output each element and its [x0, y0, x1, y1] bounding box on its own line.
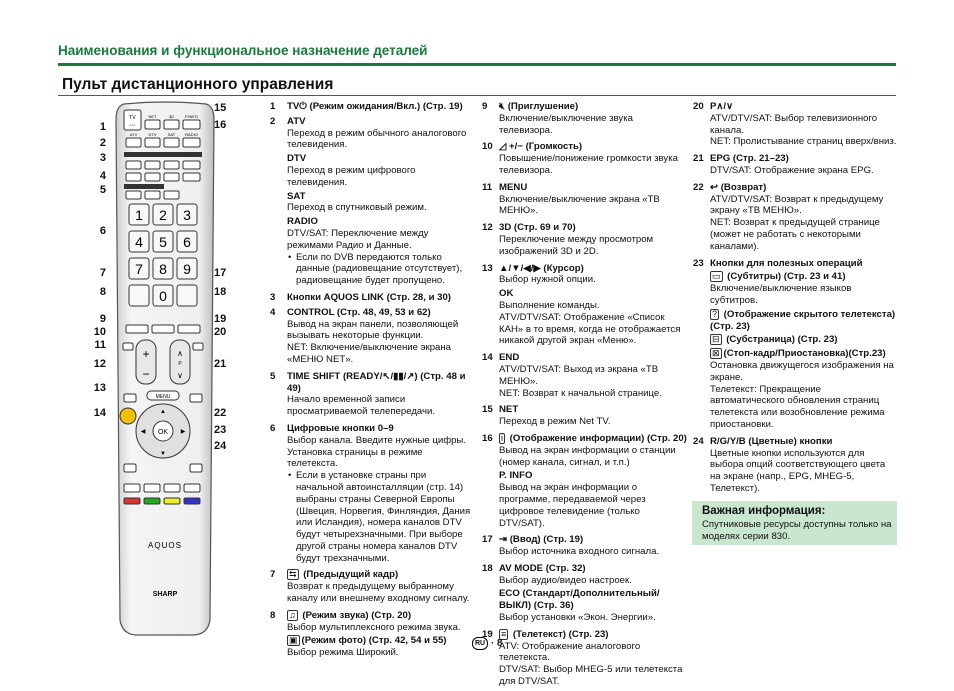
callout-number: 8: [99, 286, 106, 298]
svg-text:∨: ∨: [177, 371, 183, 380]
time-shift-strip: [124, 184, 164, 189]
digit-label: 2: [159, 207, 167, 223]
function-buttons: [126, 325, 200, 333]
svg-text:+: +: [142, 347, 150, 361]
tv-label: TV: [129, 115, 136, 121]
end-button: [124, 464, 136, 472]
callout-number: 9: [99, 313, 106, 325]
picture-mode-icon: ▣: [289, 635, 298, 646]
svg-text:▶: ▶: [180, 429, 186, 435]
svg-text:▲: ▲: [160, 409, 166, 415]
time-shift-buttons: [126, 191, 179, 199]
digit-label: 9: [183, 261, 191, 277]
callout-number: 13: [93, 382, 106, 394]
subtitle-icon: ▭: [712, 271, 721, 282]
svg-text:DTV: DTV: [148, 132, 157, 137]
list-item: 9 🔇︎ (Приглушение) Включение/выключение звука телевизора.: [482, 101, 633, 136]
important-text: Спутниковые ресурсы доступны только на моделях серии 830.: [702, 519, 892, 542]
return-button: [190, 464, 202, 472]
svg-text:ATV: ATV: [129, 132, 138, 137]
digit-label: 7: [135, 261, 143, 277]
pinfo-button: [183, 120, 200, 129]
info-icon: i: [501, 432, 503, 443]
digit-label: 6: [183, 234, 191, 250]
callout-number: 10: [93, 326, 106, 338]
column-3: [693, 101, 898, 498]
callout-number: 17: [214, 267, 227, 279]
list-item: 4 CONTROL (Стр. 48, 49, 53 и 62) Вывод на экран панели, позволяющей вызывать некоторые функции. NET: Включение/выключение экрана «МЕНЮ NET».: [270, 306, 459, 365]
svg-text:3D: 3D: [168, 114, 175, 119]
svg-text:RADIO: RADIO: [185, 132, 198, 137]
list-item: 17 ⇥ (Ввод) (Стр. 19) Выбор источника входного сигнала.: [482, 534, 660, 558]
important-title: Важная информация:: [702, 505, 826, 517]
subpage-icon: ⊟: [712, 334, 720, 345]
svg-text:∧: ∧: [177, 349, 183, 358]
svg-text:NET: NET: [148, 114, 157, 119]
list-item: 11 MENU Включение/выключение экрана «ТВ МЕНЮ».: [482, 181, 660, 217]
callout-number: 6: [99, 225, 106, 237]
svg-text:−: −: [142, 367, 150, 381]
volume-icon: ◿: [499, 141, 510, 153]
teletext-icon: ≡: [501, 628, 507, 639]
list-item: 16 i (Отображение информации) (Стр. 20) Вывод на экран информации о станции (номер канала, сигнал, и т.п.) P. INFO Вывод на экран информации о программе, передаваемой через цифровое телевидение (только DTV/SAT).: [482, 432, 687, 529]
aquos-link-strip: [124, 152, 202, 157]
svg-text:SAT: SAT: [167, 132, 176, 137]
list-item: 21 EPG (Стр. 21–23) DTV/SAT: Отображение экрана EPG.: [693, 153, 874, 176]
svg-text:P: P: [178, 361, 182, 367]
callout-number: 3: [99, 152, 106, 164]
mute-icon: 🔇︎: [499, 101, 506, 112]
svg-text:▼: ▼: [160, 451, 166, 457]
digit-label: 8: [159, 261, 167, 277]
callout-number: 14: [93, 407, 106, 419]
important-note: [692, 501, 897, 545]
list-item: 7 ⇆ (Предыдущий кадр) Возврат к предыдущему выбранному каналу или внешнему входному сигналу.: [270, 569, 470, 605]
mute-button: [123, 343, 133, 350]
callout-number: 12: [93, 358, 106, 370]
prev-channel-button: [129, 285, 149, 306]
3d-mode-button: [124, 394, 136, 402]
list-item: 6 Цифровые кнопки 0–9 Выбор канала. Введите нужные цифры. Установка страницы в режиме телетекста. • Если в установке страны при начальной автоинсталляции (стр. 14) выбраны страны Северной Европы (Швеция, Норвегия, Финляндия, Дания или Исландия), номера каналов DTV будут четырехзначными. При выборе другой страны номера каналов DTV будут трехзначными.: [270, 423, 476, 565]
callout-number: 18: [214, 286, 227, 298]
prev-channel-icon: ⇆: [289, 569, 297, 580]
teletext-button: [193, 343, 203, 350]
3d-indicator: [120, 408, 136, 424]
volume-rocker: [136, 340, 156, 384]
list-item: 8 ♫ (Режим звука) (Стр. 20) Выбор мультиплексного режима звука. ▣ (Режим фото) (Стр. 42, 54 и 55) Выбор режима Широкий.: [270, 609, 461, 659]
svg-text:OK: OK: [157, 429, 169, 436]
callout-number: 5: [99, 184, 106, 196]
reveal-icon: ?: [712, 308, 718, 319]
sound-mode-icon: ♫: [289, 609, 296, 620]
callout-number: 11: [94, 339, 106, 351]
callout-number: 24: [214, 440, 227, 452]
callout-number: 7: [99, 267, 106, 279]
callout-number: 16: [214, 119, 227, 131]
list-item: 22 ↩ (Возврат) ATV/DTV/SAT: Возврат к предыдущему экрану «ТВ МЕНЮ». NET: Возврат к предыдущей странице (может не работать с некоторыми каналами).: [693, 181, 884, 252]
list-item: 18 AV MODE (Стр. 32) Выбор аудио/видео настроек. ECO (Стандарт/Дополнительный/ ВЫКЛ) (Стр. 36) Выбор установки «Экон. Энергии».: [482, 562, 660, 624]
digit-label: 0: [159, 288, 167, 304]
digit-label: 1: [135, 207, 143, 223]
list-item: 3 Кнопки AQUOS LINK (Стр. 28, и 30): [270, 291, 452, 303]
remote-body: [116, 102, 214, 635]
list-item: 1 TV⏻ (Режим ожидания/Вкл.) (Стр. 19): [270, 101, 463, 112]
digit-label: 5: [159, 234, 167, 250]
list-item: 2 ATV Переход в режим обычного аналогового телевидения. DTV Переход в режим цифрового телевидения. SAT Переход в спутниковый режим. RADIO DTV/SAT: Переключение между режимами Радио и Данные. • Если по DVB передаются только данные (радиовещание отсутствует), радиовещание будет пропущено.: [270, 116, 476, 287]
subtitle-divider: [58, 95, 896, 96]
list-item: 13 ▲/▼/◀/▶ (Курсор) Выбор нужной опции. OK Выполнение команды. ATV/DTV/SAT: Отображение «Список КАН» в то время, когда не отображается никакой другой экран «Меню».: [482, 262, 681, 347]
callout-number: 21: [214, 358, 227, 370]
epg-button: [190, 394, 202, 402]
callout-number: 22: [214, 407, 227, 419]
list-item: 23 Кнопки для полезных операций ▭ (Субтитры) (Стр. 23 и 41) Включение/выключение языков субтитров. ? (Отображение скрытого телетекста) (Стр. 23) ⊟ (Субстраница) (Стр. 23) ⊠ (Стоп-кадр/Приостановка)(Стр.23) Остановка движущегося изображения на экране. Телетекст: Прекращение автоматического обновления страниц телетекста или возобновление режима приостановки.: [693, 257, 896, 430]
section-divider: [58, 63, 896, 66]
page-number: RU · 8: [472, 637, 502, 650]
list-item: 19 ≡ (Телетекст) (Стр. 23) ATV: Отображение аналогового телетекста. DTV/SAT: Выбор MHEG-5 или телетекста для DTV/SAT.: [482, 628, 683, 688]
digit-label: 3: [183, 207, 191, 223]
language-badge: RU: [472, 637, 488, 650]
column-1: [270, 101, 476, 662]
aquos-logo: AQUOS: [148, 541, 182, 550]
svg-text:MENU: MENU: [155, 394, 171, 400]
list-item: 5 TIME SHIFT (READY/↖/▮▮/↗) (Стр. 48 и 49) Начало временной записи просматриваемой телепередачи.: [270, 370, 466, 418]
digit-label: 4: [135, 234, 143, 250]
column-2: [482, 101, 688, 691]
net-button: [145, 120, 160, 129]
callout-number: 2: [99, 137, 106, 149]
callout-number: 4: [99, 170, 106, 182]
remote-control-illustration: [110, 100, 220, 640]
callout-number: 23: [214, 424, 227, 436]
input-icon: ⇥: [499, 534, 508, 546]
callout-number: 19: [214, 313, 227, 325]
callout-number: 1: [99, 121, 106, 133]
page-subtitle: Пульт дистанционного управления: [62, 76, 334, 93]
list-item: 14 END ATV/DTV/SAT: Выход из экрана «ТВ МЕНЮ». NET: Возврат к начальной странице.: [482, 352, 662, 399]
callout-number: 15: [214, 102, 227, 114]
input-button: [177, 285, 197, 306]
section-title: Наименования и функциональное назначение деталей: [58, 43, 428, 58]
sharp-logo: SHARP: [152, 591, 178, 598]
list-item: 12 3D (Стр. 69 и 70) Переключение между просмотром изображений 3D и 2D.: [482, 222, 654, 257]
svg-text:◀: ◀: [140, 429, 146, 435]
list-item: 20 P∧/∨ ATV/DTV/SAT: Выбор телевизионного канала. NET: Пролистывание страниц вверх/вниз.: [693, 101, 897, 148]
callout-number: 20: [214, 326, 227, 338]
hold-icon: ⊠: [712, 348, 720, 359]
channel-rocker: [170, 340, 190, 384]
3d-button: [164, 120, 179, 129]
return-icon: ↩: [710, 181, 719, 193]
list-item: 24 R/G/Y/B (Цветные) кнопки Цветные кнопки используются для выбора опций соответствующего цвета на экране (напр., EPG, MHEG-5, Телетекст).: [693, 435, 886, 494]
svg-text:P.INFO: P.INFO: [185, 114, 198, 119]
list-item: 10 ◿ +/− (Громкость) Повышение/понижение громкости звука телевизора.: [482, 141, 678, 176]
list-item: 15 NET Переход в режим Net TV.: [482, 404, 611, 428]
svg-text:◦◦◦: ◦◦◦: [129, 123, 136, 129]
